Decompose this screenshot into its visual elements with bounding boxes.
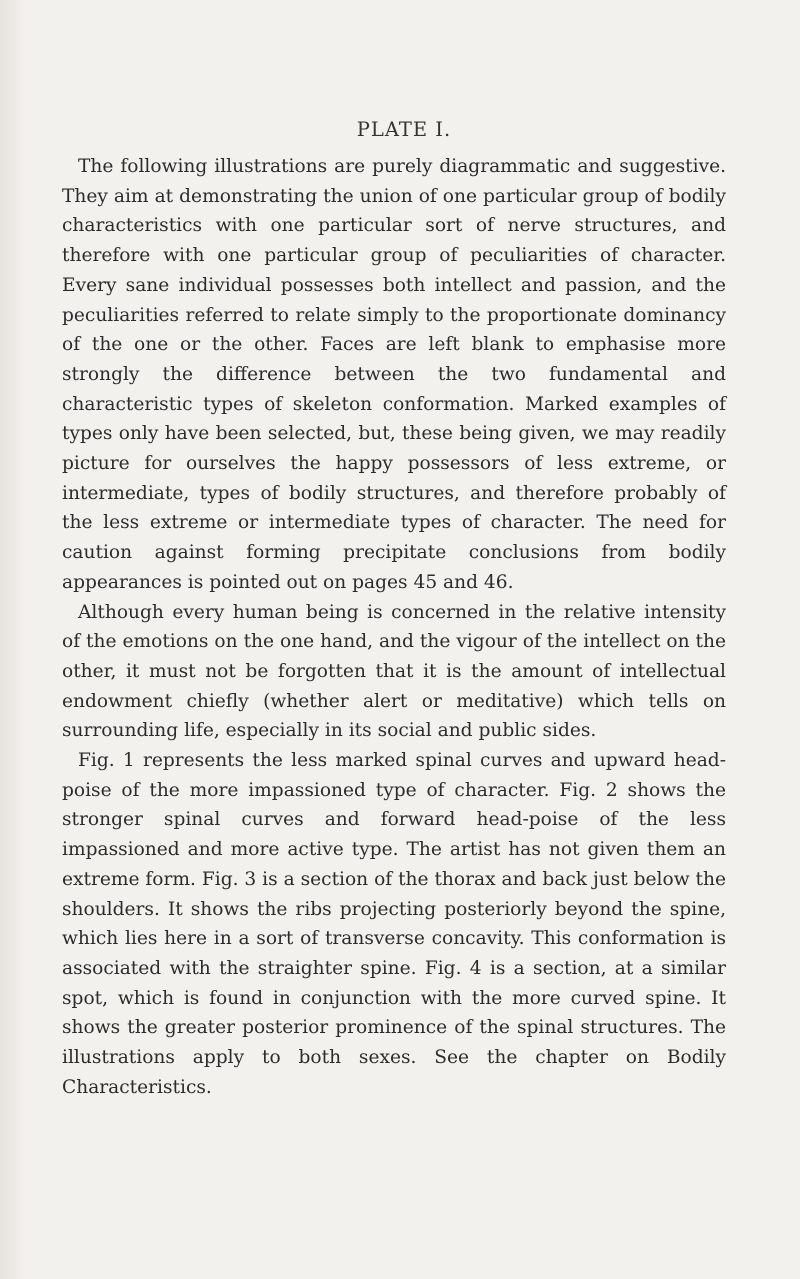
paragraph-intro: The following illustrations are purely diagrammatic and suggestive. They aim at demonstrating the union of one particular group of bodily characteristics with one particular sort of nerve structures, and therefore with one particular group of peculiarities of character. Every sane individual possesses both intellect and passion, and the peculiarities referred to relate simply to the proportionate dominancy of the one or the other. Faces are left blank to emphasise more strongly the difference between the two fundamental and characteristic types of skeleton conformation. Marked examples of types only have been selected, but, these being given, we may readily picture for ourselves the happy possessors of less extreme, or intermediate, types of bodily structures, and therefore probably of the less extreme or intermediate types of character. The need for caution against forming precipitate conclusions from bodily appearances is pointed out on pages 45 and 46. <box>62 156 726 593</box>
page-text <box>62 152 726 1103</box>
book-page <box>62 118 726 1103</box>
plate-title: PLATE I. <box>356 118 452 141</box>
page-edge-shadow <box>0 0 26 1279</box>
paragraph-figures: Fig. 1 represents the less marked spinal curves and upward head-poise of the more impassioned type of character. Fig. 2 shows the stronger spinal curves and forward head-poise of the less impassioned and more active type. The artist has not given them an extreme form. Fig. 3 is a section of the thorax and back just below the shoulders. It shows the ribs projecting posteriorly beyond the spine, which lies here in a sort of transverse concavity. This conformation is associated with the straighter spine. Fig. 4 is a section, at a similar spot, which is found in conjunction with the more curved spine. It shows the greater posterior prominence of the spinal structures. The illustrations apply to both sexes. See the chapter on Bodily Characteristics. <box>62 750 726 1098</box>
paragraph-intellect: Although every human being is concerned in the relative intensity of the emotions on the one hand, and the vigour of the intellect on the other, it must not be forgotten that it is the amount of intellectual endowment chiefly (whether alert or meditative) which tells on surrounding life, especially in its social and public sides. <box>62 601 726 742</box>
